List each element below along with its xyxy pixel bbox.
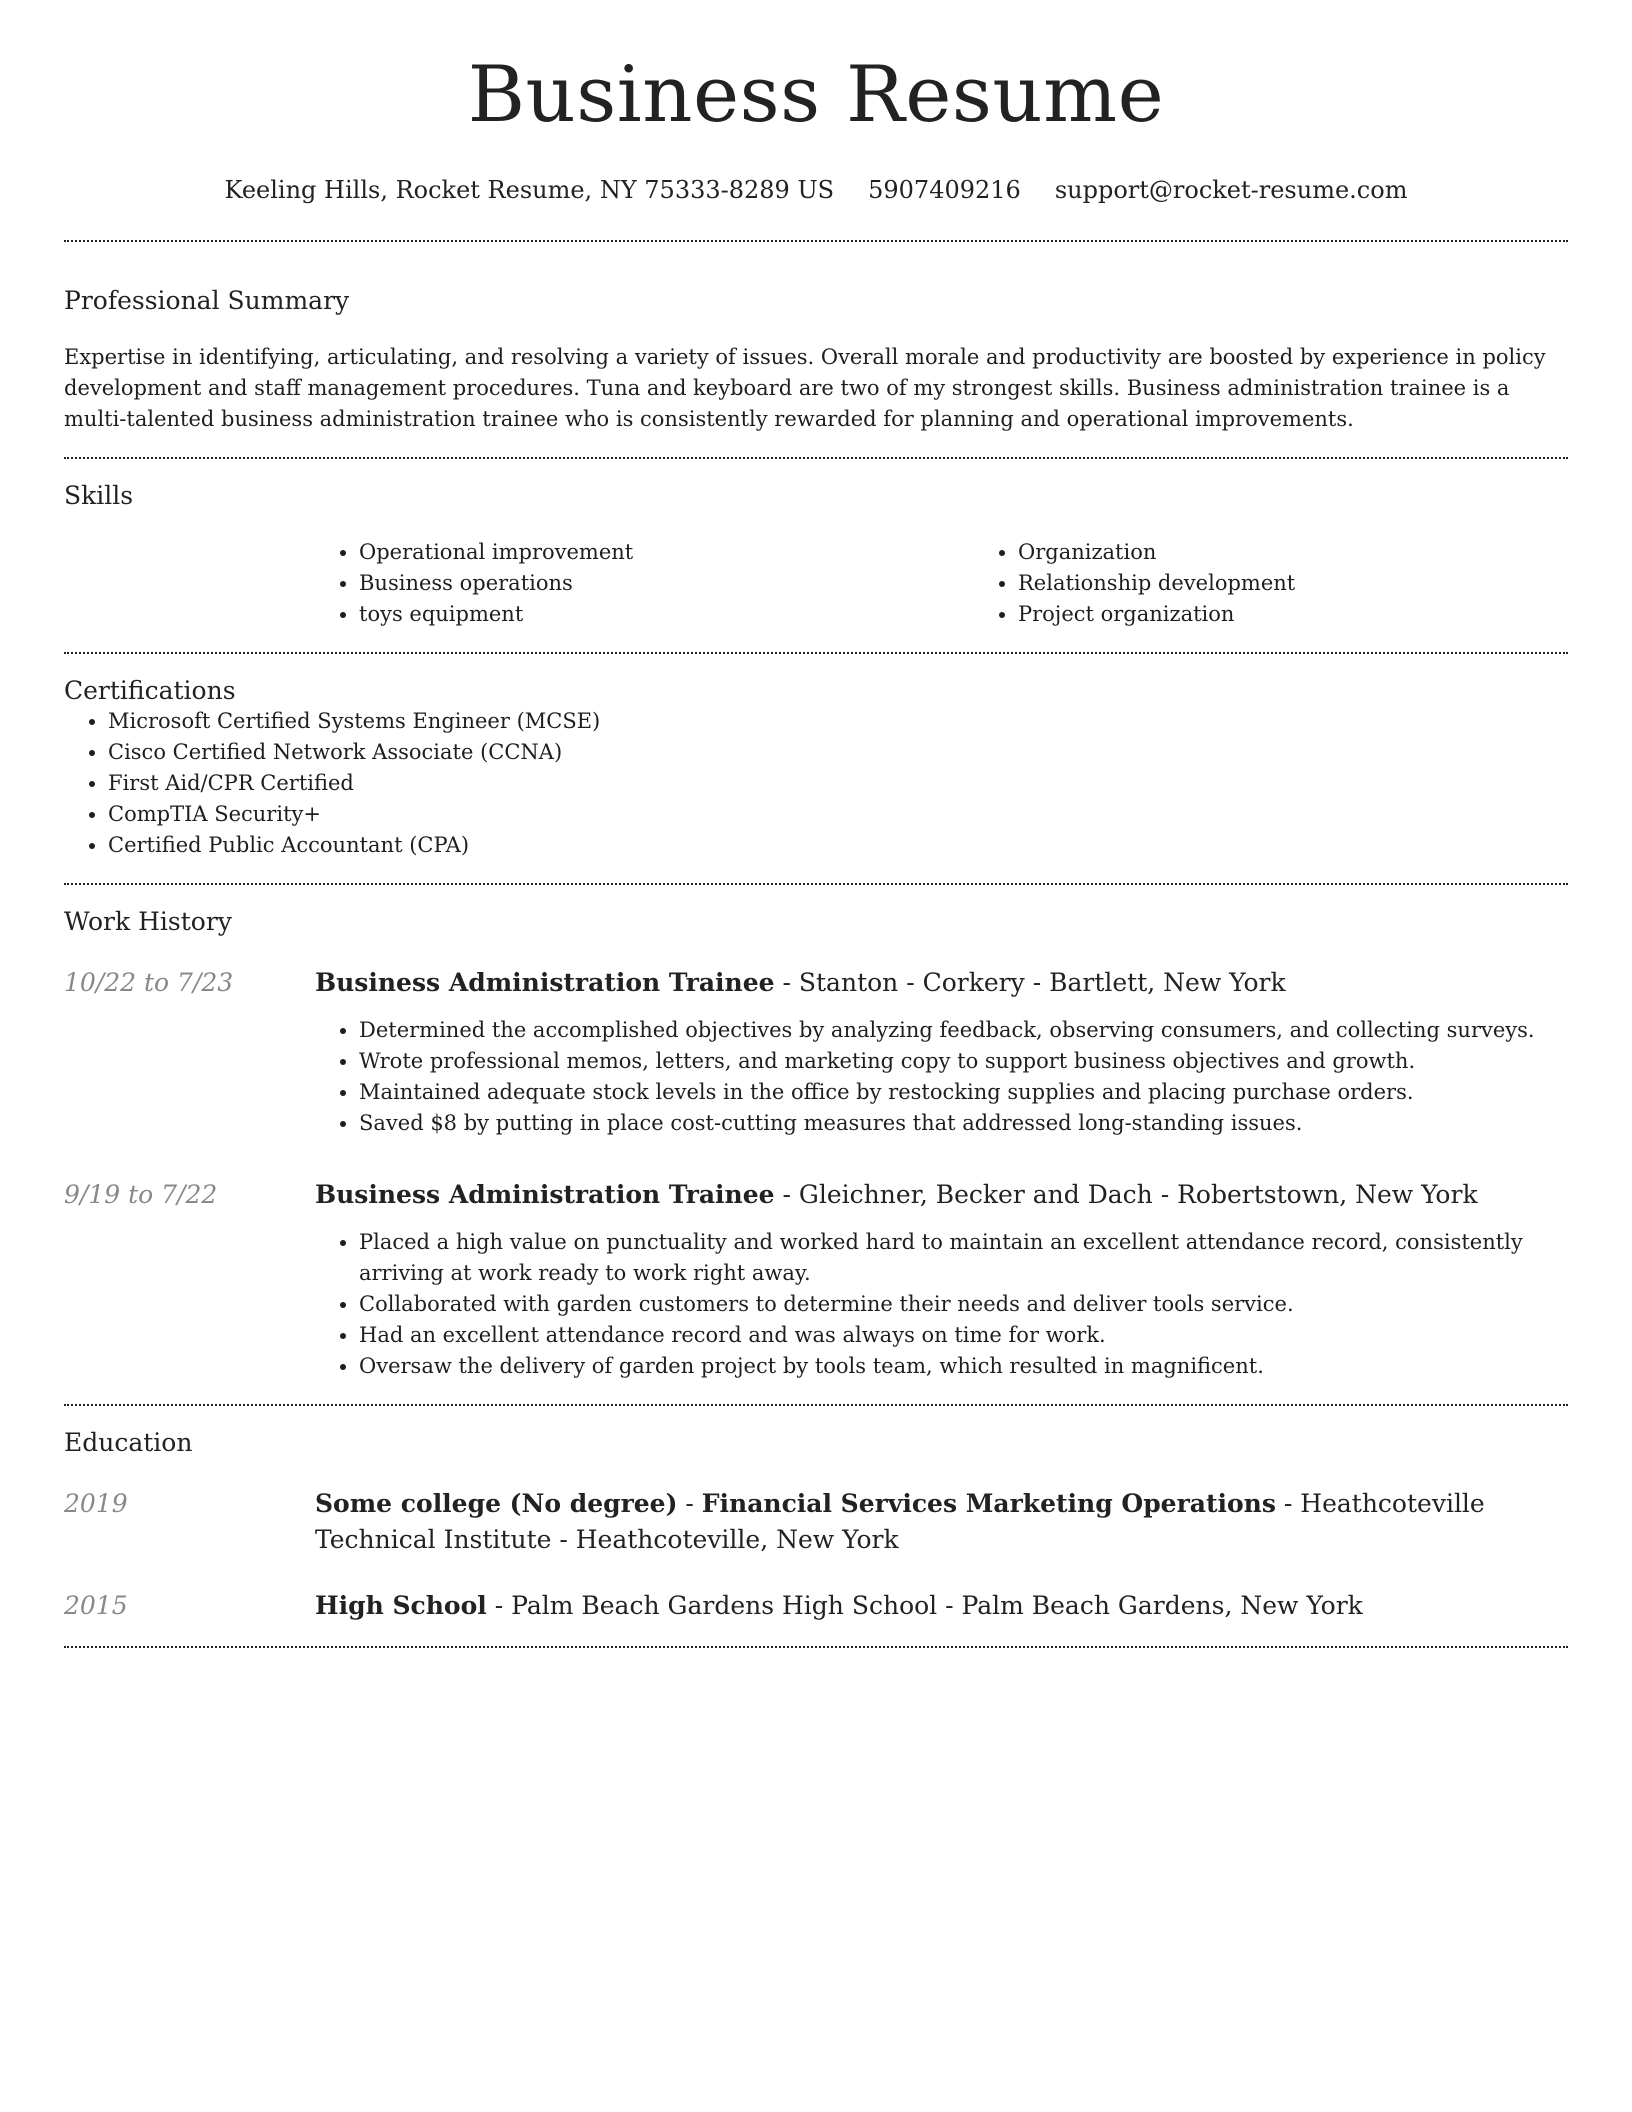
job-details: - Gleichner, Becker and Dach - Robertstown, New York <box>774 1180 1478 1209</box>
summary-text: Expertise in identifying, articulating, and resolving a variety of issues. Overall morale and productivity are boosted by experience in policy development and staff management procedures. Tuna and keyboard are two of my strongest skills. Business administration trainee is a multi-talented business administration trainee who is consistently rewarded for planning and operational improvements. <box>64 345 1546 431</box>
contact-info <box>64 176 1568 204</box>
job-heading <box>315 965 1568 1001</box>
work-history-section <box>64 885 1568 1404</box>
skills-heading: Skills <box>64 481 134 510</box>
skills-section <box>64 459 1568 652</box>
job-bullet: • Had an excellent attendance record and was always on time for work. <box>359 1320 1568 1351</box>
contact-email[interactable]: support@rocket-resume.com <box>1054 176 1408 204</box>
education-entry <box>64 1588 1568 1624</box>
education-year: 2015 <box>64 1591 128 1620</box>
job-bullet: • Determined the accomplished objectives by analyzing feedback, observing consumers, and collecting surveys. <box>359 1015 1568 1046</box>
certification-item: • Microsoft Certified Systems Engineer (MCSE) <box>108 706 1568 737</box>
skills-column-left <box>315 537 974 630</box>
education-school: - Heathcoteville Technical Institute - Heathcoteville, New York <box>315 1489 1485 1554</box>
certifications-list <box>64 706 1568 861</box>
skill-item: • Business operations <box>359 568 974 599</box>
certifications-heading: Certifications <box>64 676 236 705</box>
job-dates: 9/19 to 7/22 <box>64 1180 218 1209</box>
work-history-heading: Work History <box>64 907 232 936</box>
skill-item: • Project organization <box>1018 599 1632 630</box>
skill-item: • Relationship development <box>1018 568 1632 599</box>
job-heading <box>315 1177 1568 1213</box>
education-heading: Education <box>64 1428 193 1457</box>
certifications-section <box>64 654 1568 883</box>
job-bullet: • Maintained adequate stock levels in the office by restocking supplies and placing purchase orders. <box>359 1077 1568 1108</box>
contact-address: Keeling Hills, Rocket Resume, NY 75333-8289 US <box>224 176 835 204</box>
education-details <box>315 1588 1568 1624</box>
education-field: Financial Services Marketing Operations <box>701 1489 1276 1518</box>
summary-heading: Professional Summary <box>64 286 350 315</box>
job-title: Business Administration Trainee <box>315 968 775 997</box>
summary-section <box>64 242 1568 457</box>
certification-item: • Cisco Certified Network Associate (CCNA) <box>108 737 1568 768</box>
resume-title: Business Resume <box>467 50 1165 140</box>
skills-column-right <box>974 537 1632 630</box>
education-degree: High School <box>315 1591 487 1620</box>
job-bullet: • Wrote professional memos, letters, and marketing copy to support business objectives and growth. <box>359 1046 1568 1077</box>
certification-item: • Certified Public Accountant (CPA) <box>108 830 1568 861</box>
job-bullet: • Collaborated with garden customers to determine their needs and deliver tools service. <box>359 1289 1568 1320</box>
skill-item: • Organization <box>1018 537 1632 568</box>
skills-list <box>315 537 1568 630</box>
education-entry <box>64 1486 1568 1558</box>
certification-item: • First Aid/CPR Certified <box>108 768 1568 799</box>
education-section <box>64 1406 1568 1646</box>
job-details: - Stanton - Corkery - Bartlett, New York <box>774 968 1286 997</box>
certification-item: • CompTIA Security+ <box>108 799 1568 830</box>
contact-phone: 5907409216 <box>868 176 1021 204</box>
divider <box>64 1646 1568 1648</box>
job-bullets <box>315 1015 1568 1139</box>
education-details <box>315 1486 1568 1558</box>
education-year: 2019 <box>64 1489 128 1518</box>
skill-item: • Operational improvement <box>359 537 974 568</box>
job-bullet: • Saved $8 by putting in place cost-cutting measures that addressed long-standing issues. <box>359 1108 1568 1139</box>
job-bullet: • Placed a high value on punctuality and worked hard to maintain an excellent attendance record, consistently arriving at work ready to work right away. <box>359 1227 1568 1289</box>
job-entry <box>64 965 1568 1139</box>
job-dates: 10/22 to 7/23 <box>64 968 234 997</box>
job-title: Business Administration Trainee <box>315 1180 775 1209</box>
job-bullets <box>315 1227 1568 1382</box>
education-school: - Palm Beach Gardens High School - Palm Beach Gardens, New York <box>486 1591 1363 1620</box>
skill-item: • toys equipment <box>359 599 974 630</box>
education-degree: Some college (No degree) <box>315 1489 678 1518</box>
job-entry <box>64 1177 1568 1382</box>
education-separator: - <box>677 1489 702 1518</box>
job-bullet: • Oversaw the delivery of garden project by tools team, which resulted in magnificent. <box>359 1351 1568 1382</box>
